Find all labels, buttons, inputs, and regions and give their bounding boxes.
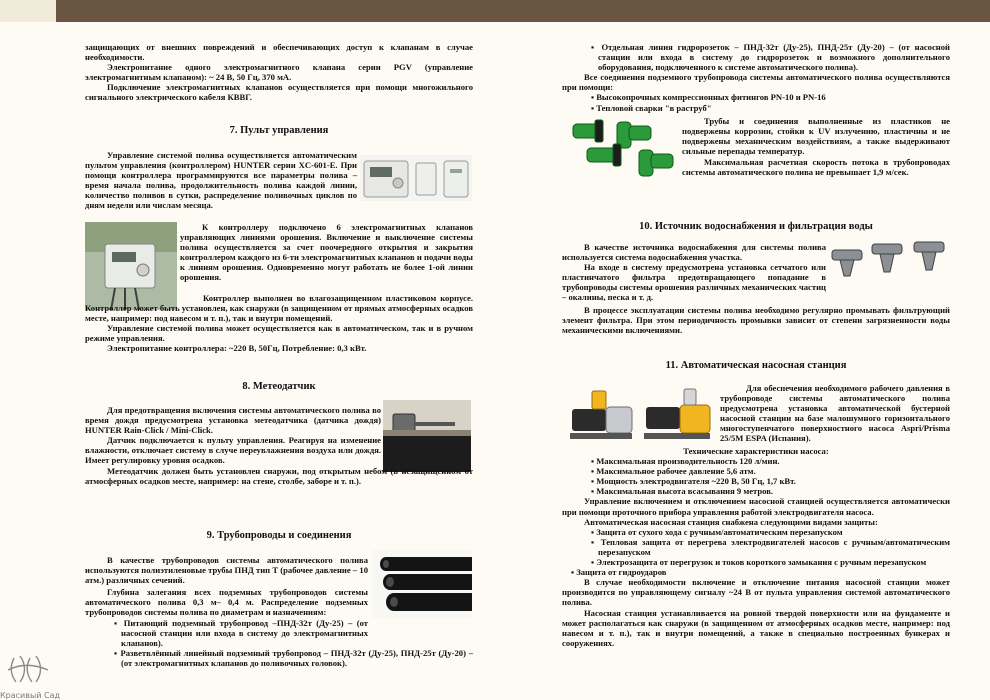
left-intro: [85, 42, 473, 103]
protection-item: ▪ Защита от сухого хода с ручным/автоматическим перезапуском: [591, 526, 843, 537]
right-paragraph: Все соединения подземного трубопровода системы автоматического полива осуществляются при помощи:: [562, 72, 950, 93]
section-7-title: 7. Пульт управления: [229, 125, 329, 136]
spec-item: ▪ Максимальная производительность 120 л/мин.: [591, 456, 780, 467]
controller-photo: [360, 155, 472, 201]
section-10-paragraph: На входе в систему предусмотрена установка сетчатого или пластинчатого фильтра предотвращающего попадание в трубопроводы системы орошения различных механических частиц – окалины, песка и т. д.: [562, 262, 826, 303]
right-bullet: ▪ Тепловой сварки "в раструб": [591, 102, 712, 113]
section-9-paragraph: В качестве трубопроводов системы автоматического полива используются полиэтиленовые трубы ПНД тип Т (рабочее давление – 10 атм.) различных сечений.: [85, 555, 368, 586]
brand-logo: [0, 652, 61, 700]
right-bullet: ▪ Высокопрочных компрессионных фитингов PN-10 и PN-16: [591, 92, 826, 103]
logo-mark-icon: [0, 652, 56, 686]
section-7-paragraph: Контроллер выполнен во влагозащищенном пластиковом корпусе. Контроллер может быть установлен, как снаружи (в защищенном от прямых атмосферных осадков месте, например: под навесом и т. п.), так и внутри помещений.: [85, 293, 473, 324]
section-9-bullet-wide: [113, 648, 473, 668]
section-8-paragraph: Датчик подключается к пульту управления. Реагируя на изменение влажности, отключает систему в случе переувлажнения воздуха или дождя. Имеет регулировку уровня осадков.: [85, 435, 381, 466]
pump-photo: [566, 383, 716, 449]
logo-text: Красивый Сад: [0, 691, 61, 700]
section-10-text: [562, 242, 826, 303]
intro-paragraph: Электропитание одного электромагнитного клапана серии PGV (управление электромагнитным клапаном): ~ 24 В, 50 Гц, 370 мА.: [85, 62, 473, 83]
section-8-paragraph: Метеодатчик должен быть установлен снаружи, под открытым небом (в незащищенном от атмосферных осадков месте, например: на стене, столбе, заборе и т. п.).: [85, 466, 473, 487]
section-8-text-wide: [85, 466, 473, 486]
section-8-text: [85, 405, 381, 466]
section-9-bullet: ▪ Разветвлённый линейный подземный трубопровод – ПНД-32т (Ду-25), ПНД-25т (Ду-20) – (от электромагнитных клапанов до поливочных головок).: [114, 648, 473, 669]
right-bullet: ▪ Отдельная линия гидророзеток – ПНД-32т (Ду-25), ПНД-25т (Ду-20) – (от насосной станции или входа в систему до гидророзеток и возможного дополнительного оборудования, подключенного к системе автоматического полива).: [591, 42, 950, 73]
section-7-p1: [85, 150, 357, 211]
protection-item: ▪ Защита от гидроударов: [571, 567, 667, 578]
right-paragraph: Трубы и соединения выполненные из пластиков не подвержены коррозии, стойки к UV излучению, пластичны и не подвержены механическим воздействиям, а также выдерживают сильные перепады температур.: [682, 116, 950, 157]
section-9-text: [85, 555, 368, 648]
section-11-paragraph: В случае необходимости включение и отключение питания насосной станции может производится по управляющему сигналу ~24 В от пульта управления системой автоматического полива.: [562, 577, 950, 608]
section-7-paragraph: Управление системой полива осуществляется автоматическим пультом управления (контроллером) HUNTER серии XC-601-E. При помощи контроллера программируются все параметры полива – время начала полива, продолжительность полива каждой линии, количество поливов в сутки, распределение поливочных циклов по дням недели или числам месяца.: [85, 150, 357, 211]
section-10-paragraph: В качестве источника водоснабжения для системы полива используется система водоснабжения участка.: [562, 242, 826, 263]
right-speed-text: [682, 157, 950, 177]
spec-title: Технические характеристики насоса:: [683, 446, 829, 456]
section-10-paragraph: В процессе эксплуатации системы полива необходимо регулярно промывать фильтрующий элемент фильтра. При этом периодичность промывки зависит от степени загрязненности воды механическими включениями.: [562, 305, 950, 336]
rain-sensor-photo: [383, 400, 471, 472]
section-7-p2: [180, 222, 473, 283]
section-9-title: 9. Трубопроводы и соединения: [206, 530, 352, 541]
right-paragraph: Максимальная расчетная скорость потока в трубопроводах системы автоматического полива не превышает 1,9 м/сек.: [682, 157, 950, 178]
section-9-bullet: ▪ Питающий подземный трубопровод –ПНД-32т (Ду-25) – (от насосной станции или входа в систему до электромагнитных клапанов).: [114, 617, 368, 648]
intro-paragraph: Подключение электромагнитных клапанов осуществляется при помощи многожильного сигнального электрического кабеля КВВГ.: [85, 82, 473, 103]
fittings-photo: [567, 116, 679, 180]
section-10-title: 10. Источник водоснабжения и фильтрация воды: [639, 221, 873, 232]
section-7-rest: [85, 293, 473, 354]
intro-paragraph: защищающих от внешних повреждений и обеспечивающих доступ к клапанам в случае необходимости.: [85, 42, 473, 63]
top-bar-accent: [0, 0, 56, 22]
filters-photo: [828, 240, 950, 280]
top-bar: [0, 0, 990, 22]
section-8-title: 8. Метеодатчик: [242, 381, 316, 392]
section-7-paragraph: Электропитание контроллера: ~220 В, 50Гц, Потребление: 0,3 кВт.: [107, 343, 367, 354]
section-7-paragraph: Управление системой полива может осуществляется как в автоматическом, так и в ручном режиме управления.: [85, 323, 473, 344]
section-11-paragraph: Насосная станция устанавливается на ровной твердой поверхности или на фундаменте и может располагаться как снаружи (в защищенном от атмосферных осадков месте, например: под навесом и т. п.), так и внутри помещений, а также в специально построенных бункерах и сооружениях.: [562, 607, 950, 648]
section-11-body: [562, 446, 950, 648]
pipes-photo: [372, 550, 472, 618]
section-11-paragraph: Автоматическая насосная станция снабжена следующими видами защиты:: [584, 516, 878, 527]
spec-item: ▪ Мощность электродвигателя ~220 В, 50 Гц, 1,7 кВт.: [591, 476, 796, 487]
section-8-paragraph: Для предотвращения включения системы автоматического полива во время дождя предусмотрена установка метеодатчика (датчика дождя) HUNTER Rain-Click / Mini-Click.: [85, 405, 381, 436]
section-10-text-wide: [562, 305, 950, 335]
section-9-paragraph: Глубина залегания всех подземных трубопроводов системы автоматического полива 0,3 м– 0,4 м. Распределение подземных трубопроводов системы полива по диаметрам и назначениям:: [85, 587, 368, 618]
right-top-text: [562, 42, 950, 113]
spec-item: ▪ Максимальная высота всасывания 9 метров.: [591, 486, 774, 497]
spec-item: ▪ Максимальное рабочее давление 5,6 атм.: [591, 466, 756, 477]
section-7-paragraph: К контроллеру подключено 6 электромагнитных клапанов управляющих линиями орошения. Включение и выключение системы полива осуществляется за счет поочередного открытия и закрытия контроллером каждого из 6-ти электромагнитных клапанов и подачи воды к линиям орошения. Одновременно могут работать не более 1-ой линии орошения.: [180, 222, 473, 283]
section-11-title: 11. Автоматическая насосная станция: [665, 360, 847, 371]
section-11-paragraph: Управление включением и отключением насосной станцией осуществляется автоматически при помощи проточного прибора управления работой электродвигателя насоса.: [562, 496, 950, 517]
protection-item: ▪ Электрозащита от перегрузок и токов короткого замыкания с ручным перезапуском: [591, 557, 927, 568]
right-fittings-text: [682, 116, 950, 156]
section-11-paragraph: Для обеспечения необходимого рабочего давления в трубопроводе системы автоматического полива предусмотрена установка автоматической бустерной насосной станции на базе малошумного горизонтального многоступенчатого поверхностного насоса Aspri/Prisma 25/5M ESPA (Испания).: [720, 383, 950, 444]
section-11-intro: [720, 383, 950, 444]
protection-item: ▪ Тепловая защита от перегрева электродвигателей насосов с ручным/автоматическим перезапуском: [591, 536, 950, 557]
